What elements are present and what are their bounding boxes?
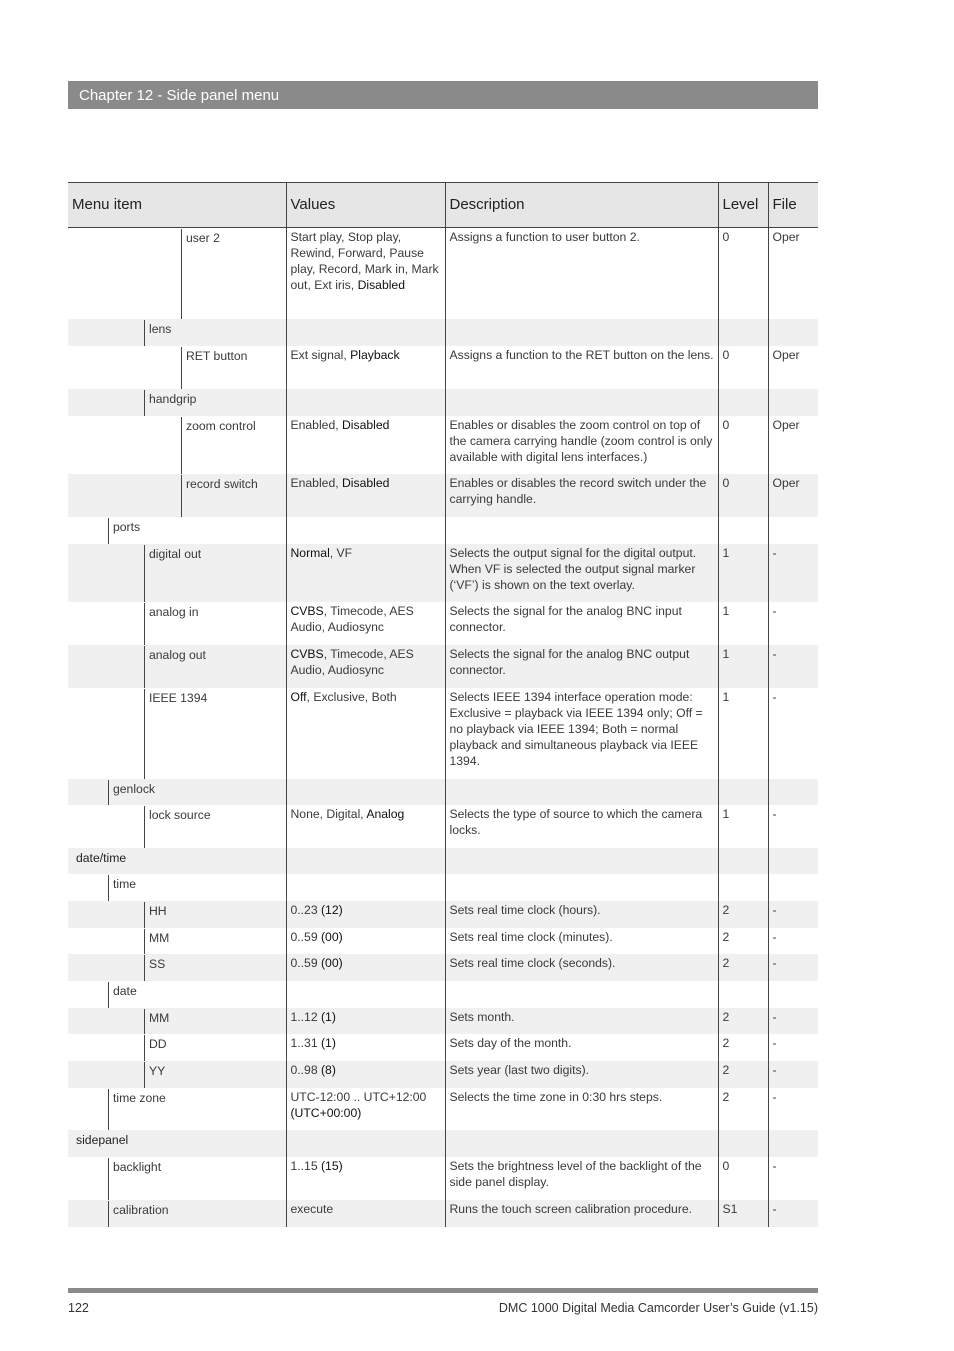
values-cell — [286, 1088, 445, 1130]
table-body — [68, 228, 818, 1228]
values-cell — [286, 1157, 445, 1200]
menu-item-cell — [68, 346, 286, 389]
table-row — [68, 901, 818, 928]
default-value: (00) — [321, 956, 343, 970]
menu-item-cell — [68, 954, 286, 981]
default-value: Disabled — [357, 278, 405, 292]
menu-item-cell — [68, 1157, 286, 1200]
description-cell: Assigns a function to user button 2. — [445, 228, 718, 320]
description-cell: Sets the brightness level of the backlight of the side panel display. — [445, 1157, 718, 1200]
file-cell — [768, 389, 818, 416]
menu-item-label: RET button — [181, 347, 282, 389]
level-cell: 2 — [718, 1008, 768, 1034]
menu-item-label: MM — [144, 1009, 282, 1034]
menu-item-cell — [68, 874, 286, 901]
level-cell: 0 — [718, 474, 768, 517]
table-header-row — [68, 183, 818, 228]
menu-item-label: analog out — [144, 646, 282, 688]
menu-item-cell — [68, 1008, 286, 1034]
level-cell: S1 — [718, 1200, 768, 1227]
level-cell — [718, 319, 768, 346]
level-cell: 1 — [718, 805, 768, 848]
values-cell — [286, 544, 445, 602]
values-cell — [286, 602, 445, 645]
table-row — [68, 928, 818, 954]
table-row — [68, 1088, 818, 1130]
default-value: Disabled — [342, 418, 390, 432]
menu-item-label: analog in — [144, 603, 282, 645]
menu-item-label: ports — [108, 518, 282, 544]
menu-item-cell — [68, 928, 286, 954]
value-option: , Timecode, AES Audio, Audiosync — [290, 647, 414, 677]
value-option: , VF — [329, 546, 353, 560]
file-cell: - — [768, 1088, 818, 1130]
menu-item-label: record switch — [181, 475, 282, 517]
table-row — [68, 416, 818, 474]
table-row — [68, 779, 818, 805]
level-cell: 0 — [718, 416, 768, 474]
values-cell — [286, 848, 445, 874]
table-row — [68, 874, 818, 901]
level-cell — [718, 1130, 768, 1157]
level-cell — [718, 517, 768, 544]
file-cell: - — [768, 1200, 818, 1227]
level-cell — [718, 874, 768, 901]
default-value: (1) — [321, 1036, 336, 1050]
chapter-title: Chapter 12 - Side panel menu — [79, 87, 280, 104]
level-cell: 2 — [718, 901, 768, 928]
file-cell: - — [768, 1034, 818, 1061]
table-row — [68, 1061, 818, 1088]
level-cell: 2 — [718, 1088, 768, 1130]
description-cell: Sets day of the month. — [445, 1034, 718, 1061]
menu-item-label: MM — [144, 929, 282, 954]
table-row — [68, 848, 818, 874]
column-header-level: Level — [718, 183, 768, 228]
file-cell — [768, 319, 818, 346]
menu-item-cell — [68, 901, 286, 928]
menu-item-cell — [68, 416, 286, 474]
values-cell — [286, 874, 445, 901]
default-value: Disabled — [342, 476, 390, 490]
table-row — [68, 389, 818, 416]
table-row — [68, 1008, 818, 1034]
table-row — [68, 645, 818, 688]
menu-item-label: date/time — [76, 851, 127, 865]
description-cell: Sets real time clock (seconds). — [445, 954, 718, 981]
values-cell — [286, 981, 445, 1008]
menu-item-label: handgrip — [144, 390, 282, 416]
menu-item-cell — [68, 779, 286, 805]
value-option: 1..12 — [290, 1010, 321, 1024]
menu-item-cell — [68, 544, 286, 602]
menu-item-label: lens — [144, 320, 282, 346]
description-cell: Assigns a function to the RET button on the lens. — [445, 346, 718, 389]
menu-item-label: genlock — [108, 780, 282, 805]
default-value: CVBS — [290, 604, 324, 618]
values-cell — [286, 805, 445, 848]
values-cell — [286, 954, 445, 981]
file-cell: - — [768, 645, 818, 688]
description-cell: Selects the signal for the analog BNC input connector. — [445, 602, 718, 645]
column-header-menu-item: Menu item — [68, 183, 286, 228]
value-option: 1..15 — [290, 1159, 321, 1173]
menu-item-cell — [68, 602, 286, 645]
value-option: execute — [290, 1202, 334, 1216]
level-cell: 0 — [718, 1157, 768, 1200]
value-option: 0..98 — [290, 1063, 321, 1077]
table-row — [68, 544, 818, 602]
file-cell — [768, 1130, 818, 1157]
default-value: (15) — [321, 1159, 343, 1173]
default-value: Playback — [350, 348, 400, 362]
level-cell: 1 — [718, 602, 768, 645]
values-cell — [286, 474, 445, 517]
level-cell: 2 — [718, 1061, 768, 1088]
column-header-file: File — [768, 183, 818, 228]
description-cell: Sets real time clock (minutes). — [445, 928, 718, 954]
menu-item-cell — [68, 474, 286, 517]
value-option: , Timecode, AES Audio, Audiosync — [290, 604, 414, 634]
menu-item-cell — [68, 1130, 286, 1157]
value-option: Enabled, — [290, 476, 342, 490]
default-value: Off — [290, 690, 307, 704]
table-row — [68, 1157, 818, 1200]
description-cell: Sets year (last two digits). — [445, 1061, 718, 1088]
description-cell — [445, 874, 718, 901]
table-row — [68, 602, 818, 645]
table-row — [68, 346, 818, 389]
file-cell: - — [768, 928, 818, 954]
table-row — [68, 517, 818, 544]
description-cell: Enables or disables the zoom control on top of the camera carrying handle (zoom control is only available with digital lens interfaces.) — [445, 416, 718, 474]
file-cell: - — [768, 1157, 818, 1200]
file-cell — [768, 874, 818, 901]
level-cell: 2 — [718, 928, 768, 954]
menu-item-label: YY — [144, 1062, 282, 1088]
default-value: Analog — [366, 807, 405, 821]
description-cell: Selects the time zone in 0:30 hrs steps. — [445, 1088, 718, 1130]
values-cell — [286, 901, 445, 928]
default-value: (00) — [321, 930, 343, 944]
menu-item-label: date — [108, 982, 282, 1008]
value-option: 0..23 — [290, 903, 321, 917]
level-cell: 0 — [718, 346, 768, 389]
values-cell — [286, 1200, 445, 1227]
file-cell: Oper — [768, 346, 818, 389]
level-cell — [718, 389, 768, 416]
values-cell — [286, 928, 445, 954]
description-cell: Enables or disables the record switch under the carrying handle. — [445, 474, 718, 517]
file-cell — [768, 517, 818, 544]
table-row — [68, 981, 818, 1008]
menu-item-label: DD — [144, 1035, 282, 1061]
level-cell: 1 — [718, 544, 768, 602]
menu-item-cell — [68, 805, 286, 848]
menu-item-cell — [68, 645, 286, 688]
description-cell: Sets real time clock (hours). — [445, 901, 718, 928]
default-value: (12) — [321, 903, 343, 917]
table-row — [68, 954, 818, 981]
value-option: None, Digital, — [290, 807, 367, 821]
values-cell — [286, 517, 445, 544]
menu-item-label: IEEE 1394 — [144, 689, 282, 779]
menu-item-cell — [68, 389, 286, 416]
menu-item-cell — [68, 688, 286, 779]
table-row — [68, 805, 818, 848]
table-row — [68, 228, 818, 320]
values-cell — [286, 1130, 445, 1157]
values-cell — [286, 228, 445, 320]
table-row — [68, 1200, 818, 1227]
document-title: DMC 1000 Digital Media Camcorder User’s Guide (v1.15) — [498, 1301, 818, 1315]
values-cell — [286, 346, 445, 389]
default-value: (8) — [321, 1063, 336, 1077]
menu-item-label: digital out — [144, 545, 282, 602]
file-cell — [768, 981, 818, 1008]
menu-item-label: sidepanel — [76, 1133, 129, 1147]
values-cell — [286, 1061, 445, 1088]
menu-item-cell — [68, 1034, 286, 1061]
level-cell: 1 — [718, 688, 768, 779]
file-cell: - — [768, 1008, 818, 1034]
footer-rule — [68, 1288, 818, 1293]
description-cell — [445, 1130, 718, 1157]
chapter-header — [68, 81, 818, 109]
description-cell: Runs the touch screen calibration procedure. — [445, 1200, 718, 1227]
table-row — [68, 474, 818, 517]
file-cell: - — [768, 1061, 818, 1088]
menu-item-label: time — [108, 875, 282, 901]
file-cell: Oper — [768, 474, 818, 517]
value-option: Enabled, — [290, 418, 342, 432]
menu-table — [68, 182, 818, 1227]
level-cell: 2 — [718, 954, 768, 981]
file-cell: - — [768, 544, 818, 602]
description-cell: Selects the type of source to which the camera locks. — [445, 805, 718, 848]
file-cell — [768, 779, 818, 805]
level-cell — [718, 848, 768, 874]
description-cell: Selects the output signal for the digital output. When VF is selected the output signal marker (‘VF’) is shown on the text overlay. — [445, 544, 718, 602]
table-row — [68, 1034, 818, 1061]
value-option: , Exclusive, Both — [306, 690, 397, 704]
level-cell: 2 — [718, 1034, 768, 1061]
description-cell — [445, 848, 718, 874]
table-row — [68, 1130, 818, 1157]
description-cell — [445, 779, 718, 805]
values-cell — [286, 1008, 445, 1034]
menu-item-cell — [68, 319, 286, 346]
menu-item-label: backlight — [108, 1158, 282, 1200]
values-cell — [286, 416, 445, 474]
description-cell — [445, 319, 718, 346]
value-option: Ext signal, — [290, 348, 351, 362]
menu-item-cell — [68, 981, 286, 1008]
file-cell: - — [768, 954, 818, 981]
menu-item-cell — [68, 1200, 286, 1227]
description-cell: Sets month. — [445, 1008, 718, 1034]
level-cell: 0 — [718, 228, 768, 320]
menu-item-cell — [68, 1061, 286, 1088]
default-value: (1) — [321, 1010, 336, 1024]
description-cell — [445, 517, 718, 544]
menu-item-label: user 2 — [181, 229, 282, 319]
file-cell: - — [768, 602, 818, 645]
default-value: CVBS — [290, 647, 324, 661]
file-cell: - — [768, 901, 818, 928]
file-cell — [768, 848, 818, 874]
file-cell: - — [768, 805, 818, 848]
menu-item-label: lock source — [144, 806, 282, 848]
menu-item-label: zoom control — [181, 417, 282, 474]
page-number: 122 — [68, 1301, 89, 1315]
values-cell — [286, 389, 445, 416]
menu-item-label: time zone — [108, 1089, 282, 1130]
column-header-values: Values — [286, 183, 445, 228]
menu-item-cell — [68, 517, 286, 544]
column-header-description: Description — [445, 183, 718, 228]
menu-item-cell — [68, 1088, 286, 1130]
value-option: Start play, Stop play, Rewind, Forward, Pause play, Record, Mark in, Mark out, Ext iris, — [290, 230, 439, 292]
value-option: 0..59 — [290, 956, 321, 970]
level-cell: 1 — [718, 645, 768, 688]
menu-item-cell — [68, 848, 286, 874]
value-option: 0..59 — [290, 930, 321, 944]
menu-item-cell — [68, 228, 286, 320]
values-cell — [286, 779, 445, 805]
file-cell: - — [768, 688, 818, 779]
values-cell — [286, 645, 445, 688]
default-value: Normal — [290, 546, 330, 560]
description-cell — [445, 389, 718, 416]
menu-item-label: calibration — [108, 1201, 282, 1227]
file-cell: Oper — [768, 416, 818, 474]
menu-item-label: SS — [144, 955, 282, 981]
description-cell: Selects IEEE 1394 interface operation mode: Exclusive = playback via IEEE 1394 only; Off = no playback via IEEE 1394; Both = normal playback and simultaneous playback via IEEE 1394. — [445, 688, 718, 779]
description-cell — [445, 981, 718, 1008]
level-cell — [718, 779, 768, 805]
values-cell — [286, 688, 445, 779]
description-cell: Selects the signal for the analog BNC output connector. — [445, 645, 718, 688]
value-option: 1..31 — [290, 1036, 321, 1050]
values-cell — [286, 319, 445, 346]
level-cell — [718, 981, 768, 1008]
values-cell — [286, 1034, 445, 1061]
table-row — [68, 688, 818, 779]
default-value: (UTC+00:00) — [290, 1106, 362, 1120]
table-row — [68, 319, 818, 346]
value-option: UTC-12:00 .. UTC+12:00 — [290, 1090, 427, 1104]
file-cell: Oper — [768, 228, 818, 320]
menu-item-label: HH — [144, 902, 282, 928]
